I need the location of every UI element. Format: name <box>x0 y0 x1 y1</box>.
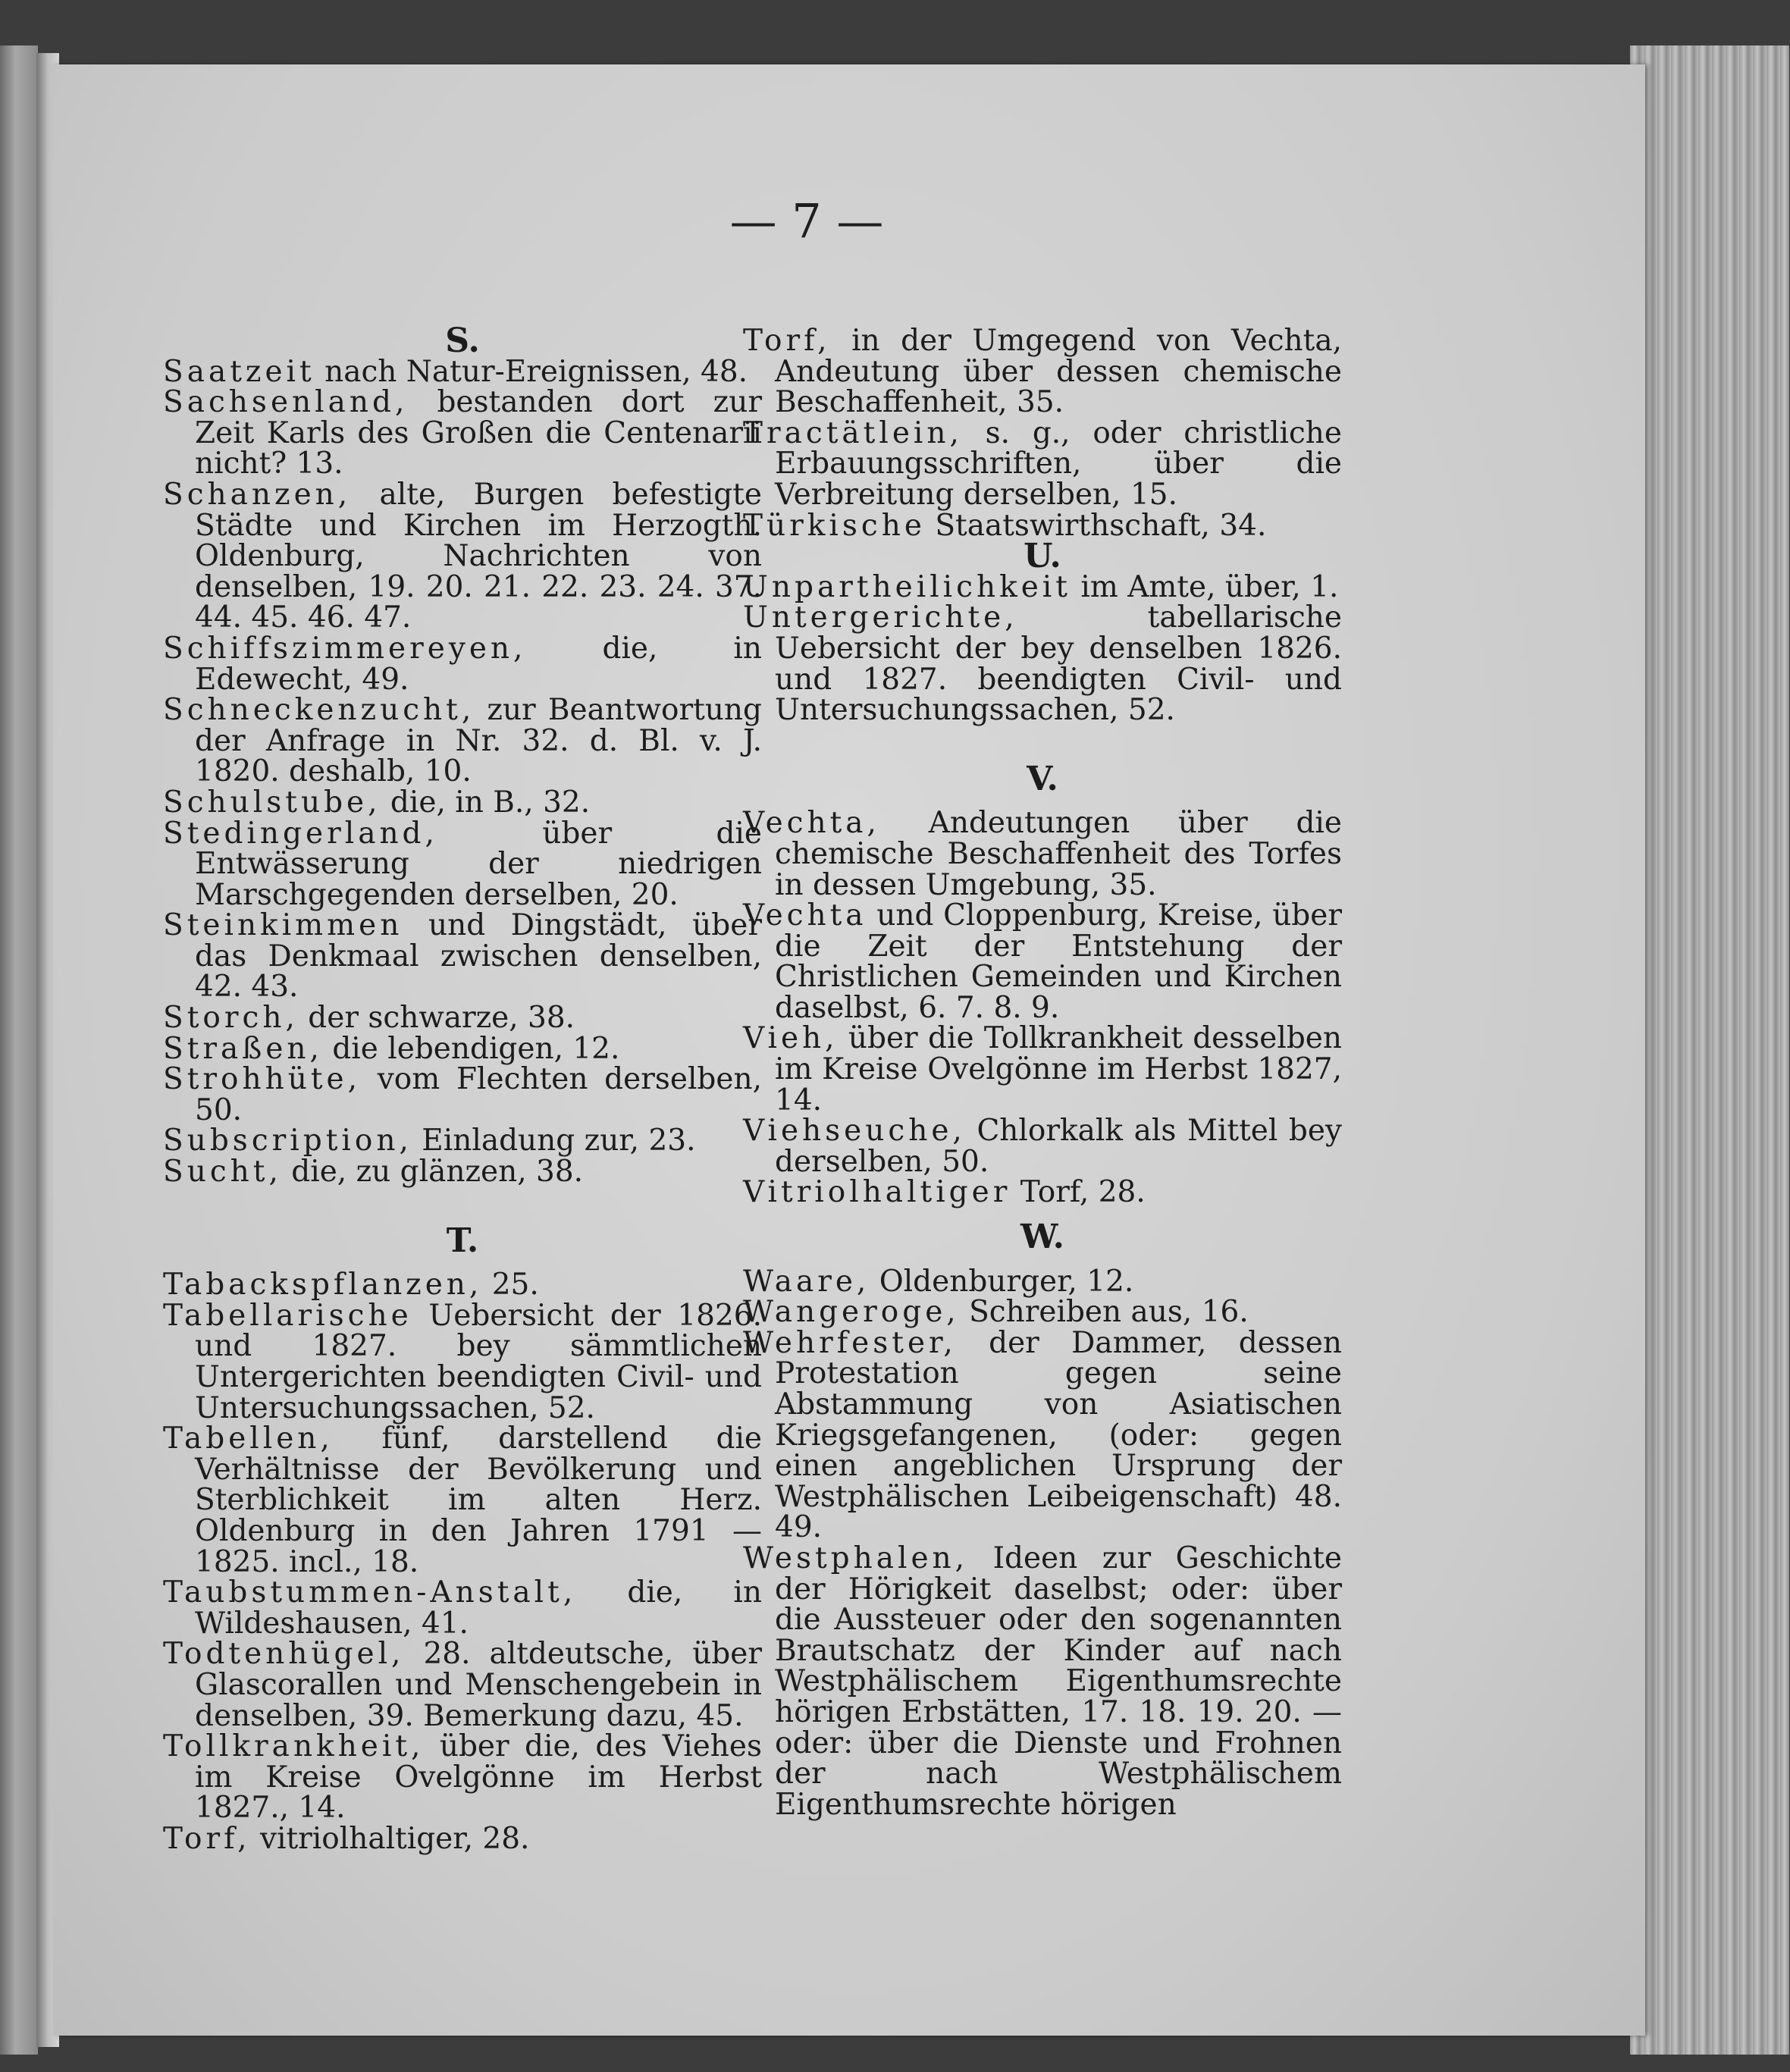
entry-headword: Strohhüte, <box>163 1062 362 1097</box>
entry-headword: Türkische <box>743 508 926 543</box>
section-t <box>163 1221 762 1856</box>
section-spacer <box>743 726 1342 764</box>
index-entry <box>743 1023 1342 1116</box>
index-entry <box>163 1298 762 1425</box>
index-entry <box>743 326 1342 418</box>
entry-headword: Vechta, <box>743 806 880 841</box>
section-letter: W. <box>1020 1218 1064 1257</box>
entry-text: fünf, darstellend die Verhältnisse der Bevölkerung und Sterblichkeit im alten Herz. Oldenburg in den Jahren 1791 — 1825. incl., 18. <box>195 1422 762 1579</box>
entry-text: alte, Burgen befestigte Städte und Kirchen im Herzogth. Oldenburg, Nachrichten von denselben, 19. 20. 21. 22. 23. 24. 37. 44. 45. 46. 47. <box>195 477 762 635</box>
section-s <box>163 321 762 1190</box>
entry-headword: Untergerichte, <box>743 600 1018 635</box>
right-column <box>743 326 1342 1820</box>
section-spacer <box>163 1188 762 1226</box>
index-entry <box>163 1575 762 1641</box>
section-u <box>743 537 1342 728</box>
entry-headword: Vitriolhaltiger <box>743 1175 1011 1210</box>
entry-text: bestanden dort zur Zeit Karls des Großen die Centenarii nicht? 13. <box>195 385 762 481</box>
index-page <box>53 64 1645 2036</box>
page-stack-edges <box>1630 45 1789 2055</box>
entry-headword: Viehseuche, <box>743 1114 966 1149</box>
section-t-continued <box>743 326 1342 541</box>
page-number: — 7 — <box>729 193 884 249</box>
entry-headword: Subscription, <box>163 1124 412 1158</box>
index-entry <box>163 1003 762 1034</box>
index-entry <box>743 415 1343 512</box>
index-entry <box>743 1116 1342 1177</box>
entry-text: nach Natur-Ereignissen, 48. <box>324 354 748 389</box>
entry-headword: Vechta <box>743 898 867 933</box>
index-entry <box>163 1270 762 1301</box>
left-column <box>163 321 762 1856</box>
entry-text: über die Entwässerung der niedrigen Marschgegenden derselben, 20. <box>195 816 762 912</box>
entry-headword: Westphalen, <box>743 1541 969 1575</box>
index-entry <box>163 1821 762 1856</box>
entry-headword: Wehrfester, <box>743 1325 957 1360</box>
section-letter: S. <box>445 321 480 360</box>
entry-headword: Waare, <box>743 1264 870 1299</box>
index-entry <box>743 1177 1342 1208</box>
entry-text: Andeutungen über die chemische Beschaffenheit des Torfes in dessen Umgebung, 35. <box>775 806 1342 902</box>
entry-text: die lebendigen, 12. <box>332 1031 620 1066</box>
entry-text: die, in B., 32. <box>390 785 591 820</box>
entry-text: Torf, 28. <box>1020 1175 1146 1210</box>
entry-headword: Tabackspflanzen, <box>163 1268 483 1302</box>
entry-text: über die Tollkrankheit desselben im Kreise Ovelgönne im Herbst 1827, 14. <box>775 1021 1342 1118</box>
index-entry <box>743 600 1342 728</box>
entry-text: im Amte, über, 1. <box>1080 569 1339 604</box>
entry-headword: Schneckenzucht, <box>163 693 475 728</box>
entry-text: vom Flechten derselben, 50. <box>195 1062 762 1127</box>
entry-headword: Steinkimmen <box>163 908 403 943</box>
entry-headword: Sachsenland, <box>163 385 409 420</box>
index-entry <box>163 695 762 788</box>
entry-text: s. g., oder christliche Erbauungsschriften, über die Verbreitung derselben, 15. <box>775 415 1343 512</box>
entry-text: der Dammer, dessen Protestation gegen seine Abstammung von Asiatischen Kriegsgefangenen, (oder: gegen einen angeblichen Ursprung der Westphälischen Leibeigenschaft) 48. 49. <box>775 1325 1342 1545</box>
index-entry <box>163 1729 762 1826</box>
entry-headword: Straßen, <box>163 1031 323 1066</box>
entry-headword: Tollkrankheit, <box>163 1729 425 1764</box>
entry-headword: Torf, <box>163 1821 251 1856</box>
entry-text: in der Umgegend von Vechta, Andeutung über dessen chemische Beschaffenheit, 35. <box>775 324 1342 420</box>
index-entry <box>163 1126 762 1157</box>
index-entry <box>163 1639 762 1732</box>
index-entry <box>743 1297 1342 1328</box>
section-letter: U. <box>1024 537 1061 576</box>
entry-text: Schreiben aus, 16. <box>969 1295 1249 1330</box>
entry-text: tabellarische Uebersicht der bey denselben 1826. und 1827. beendigten Civil- und Untersuchungssachen, 52. <box>775 600 1342 728</box>
index-entry <box>163 1064 762 1126</box>
index-entry <box>743 1541 1342 1822</box>
entry-headword: Tractätlein, <box>743 415 963 450</box>
entry-text: Ideen zur Geschichte der Hörigkeit daselbst; oder: über die Aussteuer oder den sogenannten Brautschatz der Kinder auf nach Westphälischem Eigenthumsrechte hörigen Erbstätten, 17. 18. 19. 20. — oder: über die Dienste und Frohnen der nach Westphälischem Eigenthumsrechte hörigen <box>775 1541 1342 1822</box>
index-entry <box>163 631 762 697</box>
index-entry <box>743 569 1342 604</box>
entry-headword: Stedingerland, <box>163 816 438 851</box>
entry-text: Oldenburger, 12. <box>879 1264 1134 1299</box>
entry-text: 25. <box>491 1268 539 1302</box>
entry-headword: Wangeroge, <box>743 1295 960 1330</box>
index-entry <box>163 1424 762 1578</box>
entry-text: Einladung zur, 23. <box>422 1124 696 1158</box>
index-entry <box>163 1031 762 1066</box>
index-entry <box>163 354 762 389</box>
entry-headword: Tabellarische <box>163 1298 412 1333</box>
entry-headword: Taubstummen-Anstalt, <box>163 1575 577 1610</box>
entry-text: und Cloppenburg, Kreise, über die Zeit der Entstehung der Christlichen Gemeinden und Kirchen daselbst, 6. 7. 8. 9. <box>775 898 1342 1025</box>
index-entry <box>163 908 762 1005</box>
entry-headword: Todtenhügel, <box>163 1637 405 1672</box>
entry-headword: Saatzeit <box>163 354 315 389</box>
entry-text: Uebersicht der 1826. und 1827. bey sämmtlichen Untergerichten beendigten Civil- und Untersuchungssachen, 52. <box>195 1298 762 1425</box>
entry-text: Staatswirthschaft, 34. <box>935 508 1267 543</box>
index-entry <box>743 1325 1342 1545</box>
entry-text: über die, des Viehes im Kreise Ovelgönne im Herbst 1827., 14. <box>195 1729 762 1826</box>
entry-text: der schwarze, 38. <box>308 1001 575 1036</box>
entry-headword: Vieh, <box>743 1021 839 1056</box>
entry-text: die, in Edewecht, 49. <box>195 631 762 697</box>
index-entry <box>163 785 762 820</box>
index-entry <box>163 1157 762 1188</box>
entry-headword: Schanzen, <box>163 477 352 512</box>
entry-headword: Schulstube, <box>163 785 381 820</box>
entry-headword: Sucht, <box>163 1155 282 1190</box>
entry-text: vitriolhaltiger, 28. <box>259 1821 530 1856</box>
index-entry <box>743 898 1342 1025</box>
index-entry <box>163 477 762 635</box>
entry-headword: Storch, <box>163 1001 299 1036</box>
entry-text: Chlorkalk als Mittel bey derselben, 50. <box>775 1114 1342 1179</box>
entry-headword: Unpartheilichkeit <box>743 569 1071 604</box>
section-w <box>743 1218 1342 1822</box>
entry-headword: Schiffszimmereyen, <box>163 631 527 666</box>
index-entry <box>743 1264 1342 1299</box>
entry-text: zur Beantwortung der Anfrage in Nr. 32. d. Bl. v. J. 1820. deshalb, 10. <box>195 693 762 789</box>
section-letter: V. <box>1027 759 1058 798</box>
left-page-edge <box>0 45 38 2055</box>
section-letter: T. <box>446 1221 479 1260</box>
entry-headword: Tabellen, <box>163 1422 334 1456</box>
index-entry <box>163 816 762 912</box>
entry-text: die, in Wildeshausen, 41. <box>195 1575 762 1641</box>
entry-text: und Dingstädt, über das Denkmaal zwischen denselben, 42. 43. <box>195 908 762 1005</box>
entry-headword: Torf, <box>743 324 831 358</box>
section-v <box>743 759 1342 1210</box>
index-entry <box>743 808 1342 901</box>
entry-text: 28. altdeutsche, über Glascorallen und Menschengebein in denselben, 39. Bemerkung dazu, 45. <box>195 1637 762 1733</box>
index-entry <box>163 387 762 480</box>
entry-text: die, zu glänzen, 38. <box>291 1155 584 1190</box>
